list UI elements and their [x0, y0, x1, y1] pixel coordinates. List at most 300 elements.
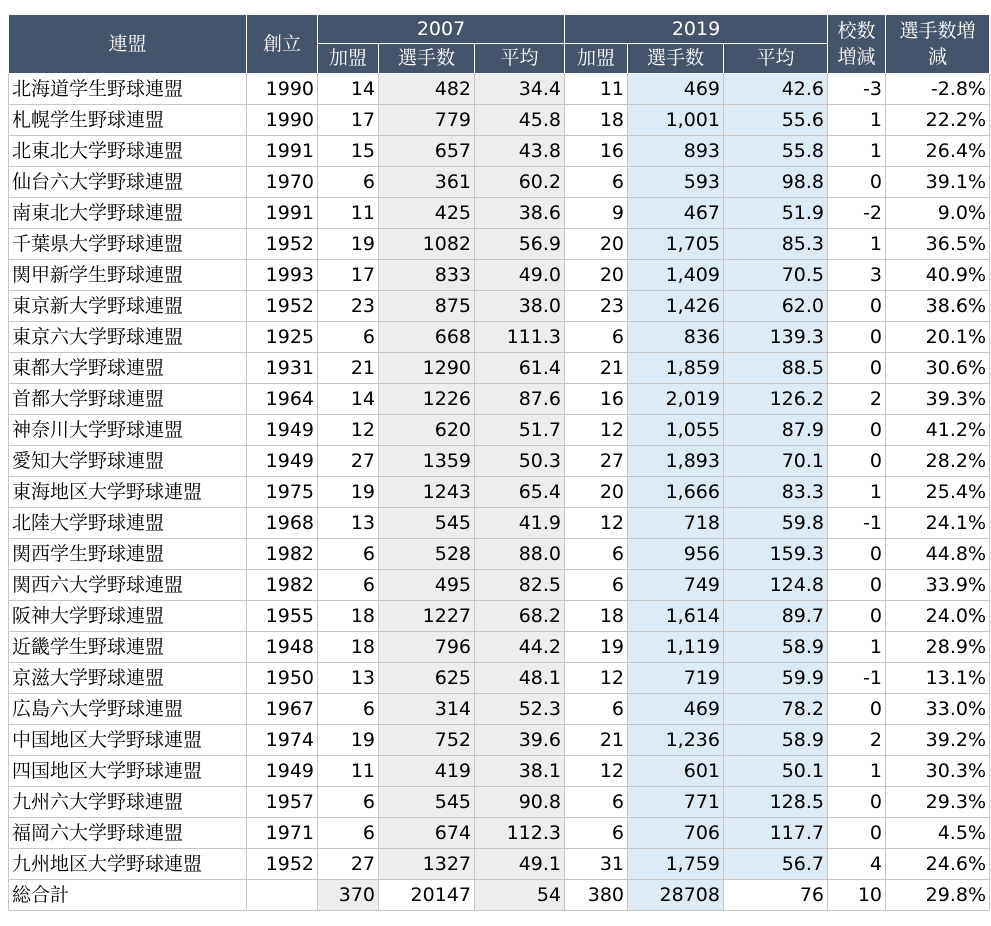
- cell-school-change: -1: [828, 508, 886, 539]
- cell-players-2019: 1,236: [628, 725, 724, 756]
- cell-joined-2019: 18: [565, 105, 628, 136]
- cell-players-2019: 893: [628, 136, 724, 167]
- header-player-change-l1: 選手数増: [899, 20, 976, 42]
- cell-joined-2019: 18: [565, 601, 628, 632]
- cell-player-change: -2.8%: [886, 74, 990, 105]
- cell-founded: 1949: [247, 756, 318, 787]
- cell-founded: 1931: [247, 353, 318, 384]
- table-row: [9, 322, 990, 353]
- cell-players-2007: 545: [379, 508, 475, 539]
- cell-joined-2019: 6: [565, 539, 628, 570]
- cell-school-change: 4: [828, 849, 886, 880]
- cell-average-2019: 42.6: [724, 74, 828, 105]
- total-average-2007: 54: [475, 880, 565, 911]
- cell-players-2007: 314: [379, 694, 475, 725]
- cell-players-2007: 668: [379, 322, 475, 353]
- cell-joined-2019: 19: [565, 632, 628, 663]
- cell-founded: 1974: [247, 725, 318, 756]
- cell-average-2019: 56.7: [724, 849, 828, 880]
- cell-joined-2007: 6: [318, 322, 379, 353]
- cell-players-2007: 545: [379, 787, 475, 818]
- cell-joined-2007: 21: [318, 353, 379, 384]
- cell-founded: 1948: [247, 632, 318, 663]
- cell-joined-2007: 18: [318, 601, 379, 632]
- table-row: [9, 601, 990, 632]
- cell-average-2007: 111.3: [475, 322, 565, 353]
- cell-players-2019: 467: [628, 198, 724, 229]
- table-row: [9, 136, 990, 167]
- cell-average-2007: 51.7: [475, 415, 565, 446]
- table-row: [9, 756, 990, 787]
- cell-player-change: 41.2%: [886, 415, 990, 446]
- cell-school-change: 0: [828, 818, 886, 849]
- cell-founded: 1970: [247, 167, 318, 198]
- cell-player-change: 39.1%: [886, 167, 990, 198]
- table-row: [9, 384, 990, 415]
- total-joined-2019: 380: [565, 880, 628, 911]
- cell-joined-2019: 20: [565, 229, 628, 260]
- cell-joined-2007: 19: [318, 477, 379, 508]
- cell-league-name: 関西学生野球連盟: [9, 539, 247, 570]
- cell-joined-2019: 23: [565, 291, 628, 322]
- cell-player-change: 33.0%: [886, 694, 990, 725]
- cell-league-name: 北陸大学野球連盟: [9, 508, 247, 539]
- cell-players-2007: 1290: [379, 353, 475, 384]
- cell-founded: 1982: [247, 539, 318, 570]
- header-players-2019: 選手数: [628, 44, 724, 74]
- cell-players-2019: 601: [628, 756, 724, 787]
- header-founded: 創立: [247, 15, 318, 74]
- total-founded: [247, 880, 318, 911]
- cell-average-2007: 39.6: [475, 725, 565, 756]
- header-joined-2007: 加盟: [318, 44, 379, 74]
- cell-players-2019: 1,705: [628, 229, 724, 260]
- total-players-2019: 28708: [628, 880, 724, 911]
- cell-average-2019: 89.7: [724, 601, 828, 632]
- cell-players-2007: 796: [379, 632, 475, 663]
- total-label: 総合計: [9, 880, 247, 911]
- cell-school-change: 1: [828, 632, 886, 663]
- cell-average-2007: 45.8: [475, 105, 565, 136]
- cell-joined-2019: 6: [565, 570, 628, 601]
- cell-league-name: 京滋大学野球連盟: [9, 663, 247, 694]
- cell-founded: 1964: [247, 384, 318, 415]
- cell-school-change: 0: [828, 291, 886, 322]
- cell-average-2019: 51.9: [724, 198, 828, 229]
- cell-players-2019: 593: [628, 167, 724, 198]
- cell-average-2019: 59.9: [724, 663, 828, 694]
- cell-average-2007: 112.3: [475, 818, 565, 849]
- cell-founded: 1952: [247, 229, 318, 260]
- header-school-change-l1: 校数: [837, 20, 876, 42]
- cell-league-name: 北東北大学野球連盟: [9, 136, 247, 167]
- cell-school-change: 0: [828, 353, 886, 384]
- cell-joined-2007: 11: [318, 756, 379, 787]
- cell-average-2007: 52.3: [475, 694, 565, 725]
- cell-average-2019: 50.1: [724, 756, 828, 787]
- cell-joined-2007: 17: [318, 260, 379, 291]
- table-row: [9, 74, 990, 105]
- cell-players-2019: 1,119: [628, 632, 724, 663]
- cell-joined-2019: 20: [565, 260, 628, 291]
- cell-players-2019: 1,426: [628, 291, 724, 322]
- cell-joined-2019: 12: [565, 508, 628, 539]
- cell-players-2019: 2,019: [628, 384, 724, 415]
- cell-joined-2019: 16: [565, 136, 628, 167]
- cell-joined-2007: 27: [318, 849, 379, 880]
- cell-joined-2007: 6: [318, 167, 379, 198]
- table-row: [9, 229, 990, 260]
- cell-league-name: 近畿学生野球連盟: [9, 632, 247, 663]
- cell-league-name: 南東北大学野球連盟: [9, 198, 247, 229]
- cell-player-change: 44.8%: [886, 539, 990, 570]
- total-joined-2007: 370: [318, 880, 379, 911]
- cell-school-change: 0: [828, 322, 886, 353]
- cell-joined-2007: 18: [318, 632, 379, 663]
- cell-joined-2007: 12: [318, 415, 379, 446]
- cell-school-change: 1: [828, 756, 886, 787]
- cell-league-name: 神奈川大学野球連盟: [9, 415, 247, 446]
- total-row: [9, 880, 990, 911]
- cell-founded: 1990: [247, 105, 318, 136]
- cell-players-2007: 425: [379, 198, 475, 229]
- header-average-2019: 平均: [724, 44, 828, 74]
- cell-player-change: 28.2%: [886, 446, 990, 477]
- cell-players-2007: 1243: [379, 477, 475, 508]
- cell-founded: 1952: [247, 849, 318, 880]
- table-row: [9, 477, 990, 508]
- cell-players-2019: 1,409: [628, 260, 724, 291]
- cell-players-2007: 752: [379, 725, 475, 756]
- cell-league-name: 愛知大学野球連盟: [9, 446, 247, 477]
- cell-founded: 1955: [247, 601, 318, 632]
- cell-school-change: 1: [828, 136, 886, 167]
- cell-joined-2007: 6: [318, 818, 379, 849]
- cell-league-name: 福岡六大学野球連盟: [9, 818, 247, 849]
- cell-players-2019: 469: [628, 74, 724, 105]
- cell-average-2019: 83.3: [724, 477, 828, 508]
- table-row: [9, 353, 990, 384]
- table-row: [9, 415, 990, 446]
- cell-players-2007: 1327: [379, 849, 475, 880]
- cell-founded: 1991: [247, 198, 318, 229]
- cell-school-change: -2: [828, 198, 886, 229]
- cell-joined-2007: 14: [318, 74, 379, 105]
- cell-players-2007: 495: [379, 570, 475, 601]
- cell-joined-2007: 6: [318, 539, 379, 570]
- cell-average-2019: 87.9: [724, 415, 828, 446]
- cell-league-name: 東京六大学野球連盟: [9, 322, 247, 353]
- cell-founded: 1990: [247, 74, 318, 105]
- cell-players-2019: 469: [628, 694, 724, 725]
- cell-school-change: 2: [828, 725, 886, 756]
- cell-average-2019: 124.8: [724, 570, 828, 601]
- cell-founded: 1925: [247, 322, 318, 353]
- cell-founded: 1968: [247, 508, 318, 539]
- cell-player-change: 13.1%: [886, 663, 990, 694]
- cell-joined-2019: 16: [565, 384, 628, 415]
- cell-average-2019: 117.7: [724, 818, 828, 849]
- cell-school-change: 0: [828, 167, 886, 198]
- cell-average-2019: 58.9: [724, 632, 828, 663]
- header-player-change: [886, 15, 990, 74]
- cell-founded: 1982: [247, 570, 318, 601]
- cell-joined-2007: 14: [318, 384, 379, 415]
- cell-school-change: 0: [828, 539, 886, 570]
- cell-joined-2019: 27: [565, 446, 628, 477]
- cell-joined-2007: 15: [318, 136, 379, 167]
- table-row: [9, 260, 990, 291]
- table-row: [9, 663, 990, 694]
- table-row: [9, 787, 990, 818]
- cell-league-name: 東京新大学野球連盟: [9, 291, 247, 322]
- cell-players-2007: 657: [379, 136, 475, 167]
- cell-players-2019: 836: [628, 322, 724, 353]
- cell-player-change: 40.9%: [886, 260, 990, 291]
- cell-players-2007: 620: [379, 415, 475, 446]
- cell-joined-2019: 6: [565, 818, 628, 849]
- cell-players-2019: 1,001: [628, 105, 724, 136]
- cell-league-name: 阪神大学野球連盟: [9, 601, 247, 632]
- cell-joined-2007: 19: [318, 229, 379, 260]
- cell-league-name: 広島六大学野球連盟: [9, 694, 247, 725]
- cell-players-2019: 749: [628, 570, 724, 601]
- cell-players-2007: 419: [379, 756, 475, 787]
- cell-league-name: 仙台六大学野球連盟: [9, 167, 247, 198]
- cell-school-change: 0: [828, 415, 886, 446]
- cell-player-change: 36.5%: [886, 229, 990, 260]
- header-year-2007: 2007: [318, 15, 565, 44]
- cell-player-change: 24.6%: [886, 849, 990, 880]
- cell-player-change: 22.2%: [886, 105, 990, 136]
- cell-average-2007: 49.1: [475, 849, 565, 880]
- cell-average-2019: 78.2: [724, 694, 828, 725]
- cell-founded: 1950: [247, 663, 318, 694]
- cell-school-change: 1: [828, 229, 886, 260]
- cell-founded: 1967: [247, 694, 318, 725]
- cell-players-2007: 528: [379, 539, 475, 570]
- table-row: [9, 446, 990, 477]
- cell-players-2019: 1,055: [628, 415, 724, 446]
- cell-joined-2019: 6: [565, 322, 628, 353]
- total-players-2007: 20147: [379, 880, 475, 911]
- cell-joined-2007: 6: [318, 570, 379, 601]
- cell-average-2019: 55.8: [724, 136, 828, 167]
- cell-founded: 1991: [247, 136, 318, 167]
- cell-joined-2007: 19: [318, 725, 379, 756]
- cell-average-2019: 88.5: [724, 353, 828, 384]
- table-row: [9, 849, 990, 880]
- table-row: [9, 632, 990, 663]
- cell-players-2019: 1,893: [628, 446, 724, 477]
- cell-joined-2007: 17: [318, 105, 379, 136]
- cell-joined-2019: 20: [565, 477, 628, 508]
- header-league: 連盟: [9, 15, 247, 74]
- table-header: [9, 15, 990, 74]
- table-body: [9, 74, 990, 880]
- total-player-change: 29.8%: [886, 880, 990, 911]
- cell-players-2019: 718: [628, 508, 724, 539]
- cell-average-2007: 65.4: [475, 477, 565, 508]
- cell-joined-2019: 11: [565, 74, 628, 105]
- cell-players-2007: 482: [379, 74, 475, 105]
- cell-founded: 1957: [247, 787, 318, 818]
- cell-league-name: 中国地区大学野球連盟: [9, 725, 247, 756]
- cell-average-2007: 38.1: [475, 756, 565, 787]
- cell-school-change: 2: [828, 384, 886, 415]
- table-row: [9, 818, 990, 849]
- cell-average-2019: 159.3: [724, 539, 828, 570]
- cell-player-change: 29.3%: [886, 787, 990, 818]
- cell-players-2007: 674: [379, 818, 475, 849]
- cell-player-change: 24.0%: [886, 601, 990, 632]
- cell-average-2007: 87.6: [475, 384, 565, 415]
- cell-joined-2019: 6: [565, 787, 628, 818]
- cell-league-name: 北海道学生野球連盟: [9, 74, 247, 105]
- cell-joined-2019: 21: [565, 725, 628, 756]
- cell-average-2007: 38.6: [475, 198, 565, 229]
- cell-players-2019: 1,614: [628, 601, 724, 632]
- cell-player-change: 24.1%: [886, 508, 990, 539]
- header-player-change-l2: 減: [927, 46, 947, 68]
- cell-players-2007: 1359: [379, 446, 475, 477]
- cell-founded: 1949: [247, 415, 318, 446]
- cell-school-change: 0: [828, 694, 886, 725]
- cell-average-2019: 59.8: [724, 508, 828, 539]
- cell-joined-2019: 12: [565, 663, 628, 694]
- cell-players-2019: 956: [628, 539, 724, 570]
- cell-founded: 1975: [247, 477, 318, 508]
- table-row: [9, 105, 990, 136]
- cell-founded: 1993: [247, 260, 318, 291]
- cell-player-change: 30.3%: [886, 756, 990, 787]
- cell-school-change: 3: [828, 260, 886, 291]
- cell-average-2007: 68.2: [475, 601, 565, 632]
- cell-joined-2019: 12: [565, 756, 628, 787]
- cell-average-2007: 44.2: [475, 632, 565, 663]
- cell-average-2007: 49.0: [475, 260, 565, 291]
- cell-players-2007: 1082: [379, 229, 475, 260]
- cell-average-2019: 85.3: [724, 229, 828, 260]
- header-joined-2019: 加盟: [565, 44, 628, 74]
- table-row: [9, 291, 990, 322]
- header-average-2007: 平均: [475, 44, 565, 74]
- cell-league-name: 東海地区大学野球連盟: [9, 477, 247, 508]
- cell-average-2007: 60.2: [475, 167, 565, 198]
- header-players-2007: 選手数: [379, 44, 475, 74]
- cell-school-change: 0: [828, 570, 886, 601]
- cell-league-name: 千葉県大学野球連盟: [9, 229, 247, 260]
- cell-founded: 1952: [247, 291, 318, 322]
- cell-average-2007: 90.8: [475, 787, 565, 818]
- table-row: [9, 725, 990, 756]
- cell-players-2019: 1,759: [628, 849, 724, 880]
- header-school-change: [828, 15, 886, 74]
- table-row: [9, 694, 990, 725]
- cell-players-2007: 361: [379, 167, 475, 198]
- total-average-2019: 76: [724, 880, 828, 911]
- cell-players-2007: 779: [379, 105, 475, 136]
- cell-player-change: 39.3%: [886, 384, 990, 415]
- cell-player-change: 4.5%: [886, 818, 990, 849]
- cell-players-2007: 1227: [379, 601, 475, 632]
- cell-player-change: 30.6%: [886, 353, 990, 384]
- cell-league-name: 関甲新学生野球連盟: [9, 260, 247, 291]
- cell-joined-2019: 21: [565, 353, 628, 384]
- cell-average-2007: 48.1: [475, 663, 565, 694]
- cell-players-2007: 625: [379, 663, 475, 694]
- table-row: [9, 570, 990, 601]
- cell-league-name: 札幌学生野球連盟: [9, 105, 247, 136]
- cell-founded: 1949: [247, 446, 318, 477]
- table-row: [9, 198, 990, 229]
- cell-players-2019: 706: [628, 818, 724, 849]
- cell-school-change: 1: [828, 105, 886, 136]
- cell-joined-2007: 6: [318, 694, 379, 725]
- cell-school-change: -1: [828, 663, 886, 694]
- header-year-2019: 2019: [565, 15, 828, 44]
- cell-joined-2007: 27: [318, 446, 379, 477]
- cell-average-2019: 139.3: [724, 322, 828, 353]
- cell-player-change: 33.9%: [886, 570, 990, 601]
- cell-joined-2007: 13: [318, 663, 379, 694]
- cell-average-2007: 41.9: [475, 508, 565, 539]
- cell-founded: 1971: [247, 818, 318, 849]
- cell-school-change: 0: [828, 446, 886, 477]
- cell-players-2019: 1,859: [628, 353, 724, 384]
- cell-player-change: 38.6%: [886, 291, 990, 322]
- cell-average-2019: 55.6: [724, 105, 828, 136]
- cell-league-name: 九州地区大学野球連盟: [9, 849, 247, 880]
- cell-average-2007: 43.8: [475, 136, 565, 167]
- cell-player-change: 25.4%: [886, 477, 990, 508]
- cell-players-2007: 875: [379, 291, 475, 322]
- cell-school-change: 0: [828, 601, 886, 632]
- cell-school-change: 0: [828, 787, 886, 818]
- cell-average-2007: 82.5: [475, 570, 565, 601]
- cell-average-2007: 34.4: [475, 74, 565, 105]
- cell-average-2019: 98.8: [724, 167, 828, 198]
- cell-joined-2007: 23: [318, 291, 379, 322]
- cell-average-2007: 50.3: [475, 446, 565, 477]
- cell-player-change: 9.0%: [886, 198, 990, 229]
- cell-joined-2007: 13: [318, 508, 379, 539]
- cell-average-2019: 70.1: [724, 446, 828, 477]
- cell-player-change: 39.2%: [886, 725, 990, 756]
- cell-joined-2019: 6: [565, 167, 628, 198]
- cell-player-change: 26.4%: [886, 136, 990, 167]
- cell-joined-2007: 11: [318, 198, 379, 229]
- cell-league-name: 首都大学野球連盟: [9, 384, 247, 415]
- header-school-change-l2: 増減: [837, 46, 876, 68]
- cell-players-2019: 771: [628, 787, 724, 818]
- cell-average-2019: 58.9: [724, 725, 828, 756]
- cell-league-name: 九州六大学野球連盟: [9, 787, 247, 818]
- total-school-change: 10: [828, 880, 886, 911]
- cell-average-2007: 56.9: [475, 229, 565, 260]
- cell-players-2007: 833: [379, 260, 475, 291]
- cell-average-2007: 88.0: [475, 539, 565, 570]
- cell-joined-2019: 6: [565, 694, 628, 725]
- cell-league-name: 関西六大学野球連盟: [9, 570, 247, 601]
- cell-average-2007: 38.0: [475, 291, 565, 322]
- cell-school-change: -3: [828, 74, 886, 105]
- cell-average-2007: 61.4: [475, 353, 565, 384]
- table-footer: [9, 880, 990, 911]
- cell-player-change: 28.9%: [886, 632, 990, 663]
- table-row: [9, 167, 990, 198]
- cell-joined-2007: 6: [318, 787, 379, 818]
